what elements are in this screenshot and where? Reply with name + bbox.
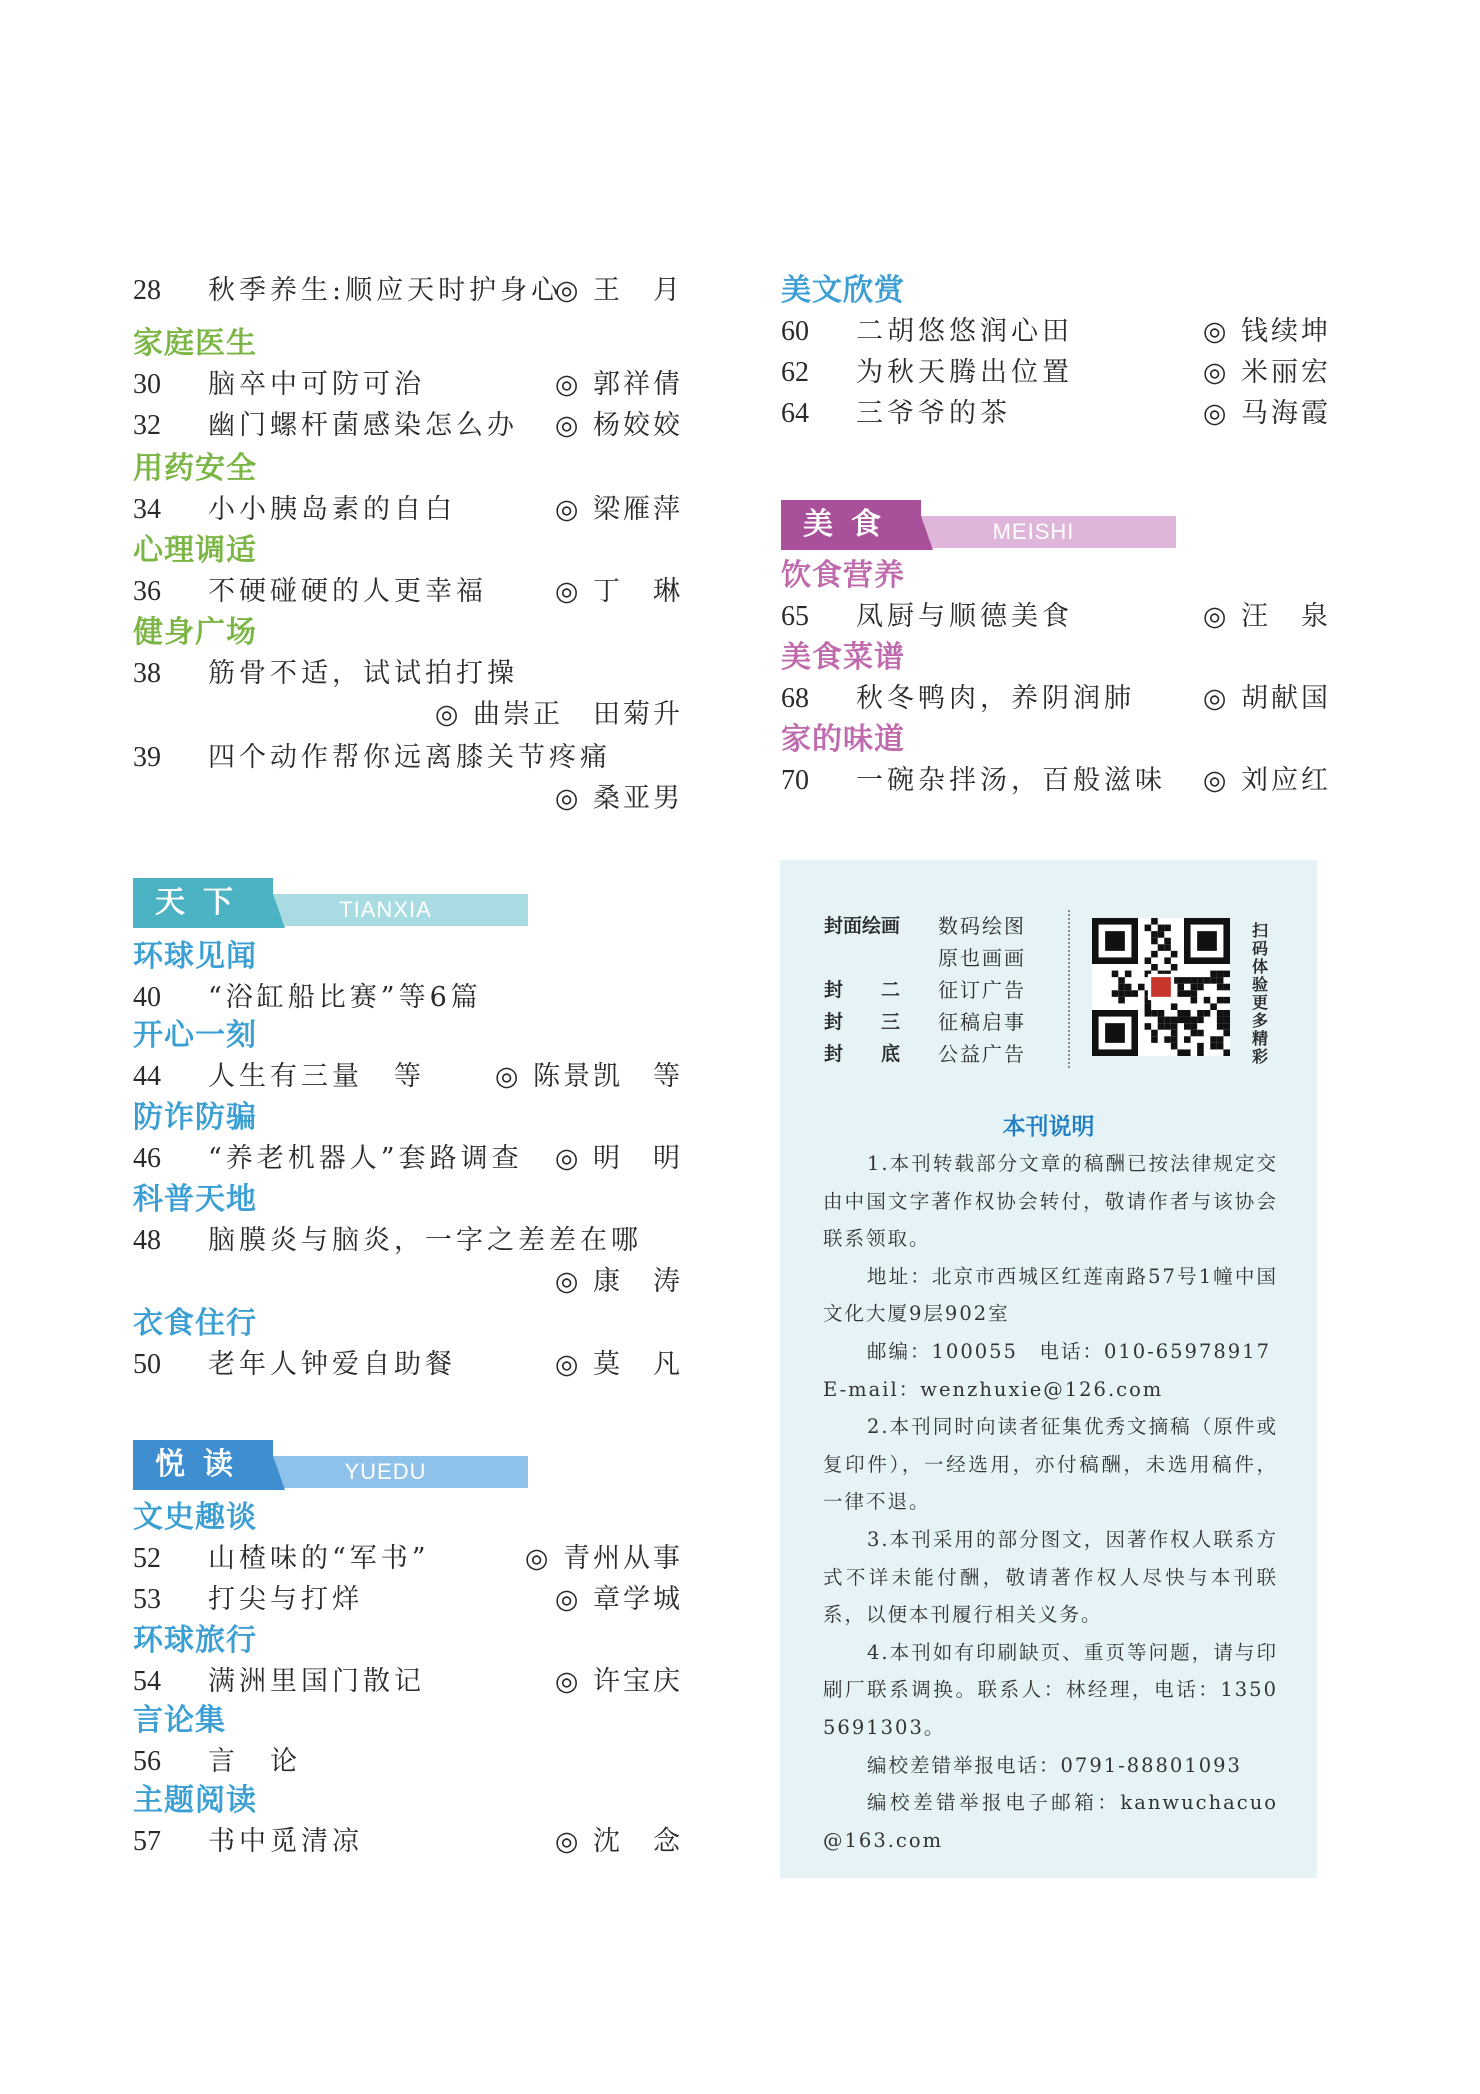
article-author: ◎ 米丽宏	[1202, 357, 1331, 388]
article-author: ◎ 明 明	[554, 1143, 683, 1174]
toc-entry[interactable]	[781, 352, 1331, 393]
credit-key: 封面绘画	[824, 915, 901, 937]
section-heading-recipes: 美食菜谱	[781, 640, 905, 675]
section-heading-nutrition: 饮食营养	[781, 558, 905, 593]
section-banner-yuedu	[133, 1440, 528, 1490]
page-number: 34	[133, 494, 161, 525]
article-author: ◎ 刘应红	[1202, 765, 1331, 796]
toc-entry[interactable]	[781, 760, 1331, 801]
article-title: 脑膜炎与脑炎，一字之差差在哪	[208, 1225, 642, 1256]
toc-entry[interactable]	[781, 596, 1331, 637]
credit-value: 公益广告	[938, 1042, 1026, 1066]
section-heading-family-doctor: 家庭医生	[133, 326, 257, 361]
toc-entry-author-line	[133, 1261, 683, 1302]
toc-entry[interactable]	[133, 1220, 683, 1261]
article-title: 二胡悠悠润心田	[856, 316, 1073, 347]
toc-entry[interactable]	[133, 1538, 683, 1579]
banner-pinyin: MEISHI	[891, 516, 1176, 548]
page-number: 32	[133, 410, 161, 441]
page-number: 57	[133, 1826, 161, 1857]
article-title: 老年人钟爱自助餐	[208, 1349, 456, 1380]
section-heading-travel: 环球旅行	[133, 1623, 257, 1658]
page-number: 44	[133, 1061, 161, 1092]
article-author: ◎ 钱续坤	[1202, 316, 1331, 347]
toc-entry[interactable]	[781, 678, 1331, 719]
article-title: 秋冬鸭肉，养阴润肺	[856, 683, 1135, 714]
dotted-divider	[1068, 910, 1070, 1068]
notice-paragraph: 4.本刊如有印刷缺页、重页等问题，请与印刷厂联系调换。联系人：林经理，电话：13505691303。	[823, 1640, 1278, 1739]
notice-paragraph: 编校差错举报电子邮箱：kanwuchacuo@163.com	[823, 1791, 1278, 1852]
article-title: “养老机器人”套路调查	[208, 1143, 523, 1174]
notice-paragraph: 邮编：100055 电话：010-65978917	[867, 1339, 1271, 1363]
page-number: 65	[781, 601, 809, 632]
article-title: 山楂味的“军书”	[208, 1543, 430, 1574]
section-heading-world-news: 环球见闻	[133, 939, 257, 974]
banner-notch	[921, 516, 933, 550]
notice-paragraph: 1.本刊转载部分文章的稿酬已按法律规定交由中国文字著作权协会转付，敬请作者与该协会联系领取。	[823, 1152, 1278, 1251]
page-number: 40	[133, 982, 161, 1013]
article-title: 三爷爷的茶	[856, 398, 1011, 429]
article-title: 幽门螺杆菌感染怎么办	[208, 410, 518, 441]
article-author: ◎ 曲崇正 田菊升	[434, 699, 683, 730]
article-author: ◎ 青州从事	[524, 1543, 683, 1574]
credit-value: 征稿启事	[938, 1010, 1026, 1034]
page-number: 50	[133, 1349, 161, 1380]
banner-notch	[273, 1456, 285, 1490]
toc-entry[interactable]	[133, 1138, 683, 1179]
section-banner-tianxia	[133, 878, 528, 928]
notice-paragraph: 编校差错举报电话：0791-88801093	[867, 1753, 1242, 1777]
page-number: 38	[133, 658, 161, 689]
section-heading-anti-fraud: 防诈防骗	[133, 1100, 257, 1135]
article-title: 小小胰岛素的自白	[208, 494, 456, 525]
section-heading-happy-moment: 开心一刻	[133, 1018, 257, 1053]
section-heading-drug-safety: 用药安全	[133, 451, 257, 486]
section-heading-science: 科普天地	[133, 1182, 257, 1217]
page-number: 60	[781, 316, 809, 347]
credit-key: 封 二	[824, 979, 901, 1001]
article-author: ◎ 杨姣姣	[554, 410, 683, 441]
banner-label: 美食	[781, 500, 921, 550]
toc-entry[interactable]	[781, 393, 1331, 434]
article-author: ◎ 梁雁萍	[554, 494, 683, 525]
page-number: 28	[133, 275, 161, 306]
article-author: ◎ 丁 琳	[554, 576, 683, 607]
banner-label: 天下	[133, 878, 273, 928]
article-author: ◎ 沈 念	[554, 1826, 683, 1857]
page-number: 39	[133, 742, 161, 773]
toc-entry[interactable]	[133, 1741, 683, 1782]
page-number: 30	[133, 369, 161, 400]
page-number: 52	[133, 1543, 161, 1574]
credit-value: 原也画画	[938, 946, 1026, 970]
article-author: ◎ 陈景凯 等	[494, 1061, 683, 1092]
article-title: 不硬碰硬的人更幸福	[208, 576, 487, 607]
page-number: 68	[781, 683, 809, 714]
article-title: 秋季养生:顺应天时护身心	[208, 275, 563, 306]
article-author: ◎ 王 月	[554, 275, 683, 306]
section-heading-daily-life: 衣食住行	[133, 1306, 257, 1341]
toc-entry[interactable]	[133, 270, 683, 311]
notice-title: 本刊说明	[1002, 1114, 1095, 1140]
credit-value: 数码绘图	[938, 914, 1026, 938]
section-heading-home-taste: 家的味道	[781, 722, 905, 757]
toc-entry[interactable]	[133, 1661, 683, 1702]
article-author: ◎ 许宝庆	[554, 1666, 683, 1697]
article-title: 人生有三量 等	[208, 1061, 425, 1092]
article-title: 打尖与打烊	[208, 1584, 363, 1615]
banner-pinyin: YUEDU	[243, 1456, 528, 1488]
article-title: 一碗杂拌汤，百般滋味	[856, 765, 1166, 796]
article-title: 凤厨与顺德美食	[856, 601, 1073, 632]
article-author: ◎ 郭祥倩	[554, 369, 683, 400]
page-number: 36	[133, 576, 161, 607]
article-author: ◎ 莫 凡	[554, 1349, 683, 1380]
article-title: 满洲里国门散记	[208, 1666, 425, 1697]
toc-entry[interactable]	[133, 737, 683, 778]
article-title: 四个动作帮你远离膝关节疼痛	[208, 742, 611, 773]
toc-entry[interactable]	[133, 1821, 683, 1862]
toc-entry[interactable]	[133, 489, 683, 530]
article-author: ◎ 章学城	[554, 1584, 683, 1615]
article-author: ◎ 汪 泉	[1202, 601, 1331, 632]
page-number: 54	[133, 1666, 161, 1697]
section-heading-opinions: 言论集	[133, 1703, 226, 1738]
notice-email[interactable]: E-mail：wenzhuxie@126.com	[823, 1377, 1164, 1401]
notice-body	[823, 1145, 1278, 1859]
toc-entry-author-line	[133, 694, 683, 735]
page-number: 64	[781, 398, 809, 429]
toc-entry-author-line	[133, 778, 683, 819]
banner-label: 悦读	[133, 1440, 273, 1490]
article-title: 书中觅清凉	[208, 1826, 363, 1857]
journal-info-box	[780, 860, 1317, 1878]
article-title: 筋骨不适，试试拍打操	[208, 658, 518, 689]
page-number: 56	[133, 1746, 161, 1777]
toc-entry[interactable]	[133, 1344, 683, 1385]
toc-entry[interactable]	[133, 653, 683, 694]
toc-entry[interactable]	[133, 571, 683, 612]
section-heading-mental-health: 心理调适	[133, 533, 257, 568]
section-heading-history: 文史趣谈	[133, 1500, 257, 1535]
banner-notch	[273, 894, 285, 928]
qr-code-icon[interactable]	[1092, 918, 1230, 1056]
page-number: 46	[133, 1143, 161, 1174]
article-author: ◎ 马海霞	[1202, 398, 1331, 429]
article-author: ◎ 桑亚男	[554, 783, 683, 814]
article-author: ◎ 胡献国	[1202, 683, 1331, 714]
article-author: ◎ 康 涛	[554, 1266, 683, 1297]
toc-entry[interactable]	[781, 311, 1331, 352]
notice-paragraph: 地址：北京市西城区红莲南路57号1幢中国文化大厦9层902室	[823, 1264, 1278, 1326]
qr-caption: 扫码体验更多精彩	[1252, 921, 1269, 1066]
article-title: 为秋天腾出位置	[856, 357, 1073, 388]
toc-entry[interactable]	[133, 1579, 683, 1620]
article-title: “浴缸船比赛”等6篇	[208, 982, 482, 1013]
notice-paragraph: 3.本刊采用的部分图文，因著作权人联系方式不详未能付酬，敬请著作权人尽快与本刊联系，以便本刊履行相关义务。	[823, 1527, 1278, 1627]
article-title: 言 论	[208, 1746, 301, 1777]
credit-key: 封 三	[824, 1011, 901, 1033]
section-banner-meishi	[781, 500, 1176, 550]
toc-entry[interactable]	[133, 977, 683, 1018]
notice-paragraph: 2.本刊同时向读者征集优秀文摘稿（原件或复印件），一经选用，亦付稿酬，未选用稿件，一律不退。	[823, 1415, 1278, 1514]
toc-entry[interactable]	[133, 364, 683, 405]
toc-entry[interactable]	[133, 1056, 683, 1097]
toc-entry[interactable]	[133, 405, 683, 446]
article-title: 脑卒中可防可治	[208, 369, 425, 400]
page-number: 62	[781, 357, 809, 388]
section-heading-fitness: 健身广场	[133, 615, 257, 650]
credit-value: 征订广告	[938, 978, 1026, 1002]
section-heading-essays: 美文欣赏	[781, 273, 905, 308]
page-number: 53	[133, 1584, 161, 1615]
banner-pinyin: TIANXIA	[243, 894, 528, 926]
page-number: 70	[781, 765, 809, 796]
section-heading-theme-reading: 主题阅读	[133, 1783, 257, 1818]
credit-key: 封 底	[824, 1043, 901, 1065]
page-number: 48	[133, 1225, 161, 1256]
